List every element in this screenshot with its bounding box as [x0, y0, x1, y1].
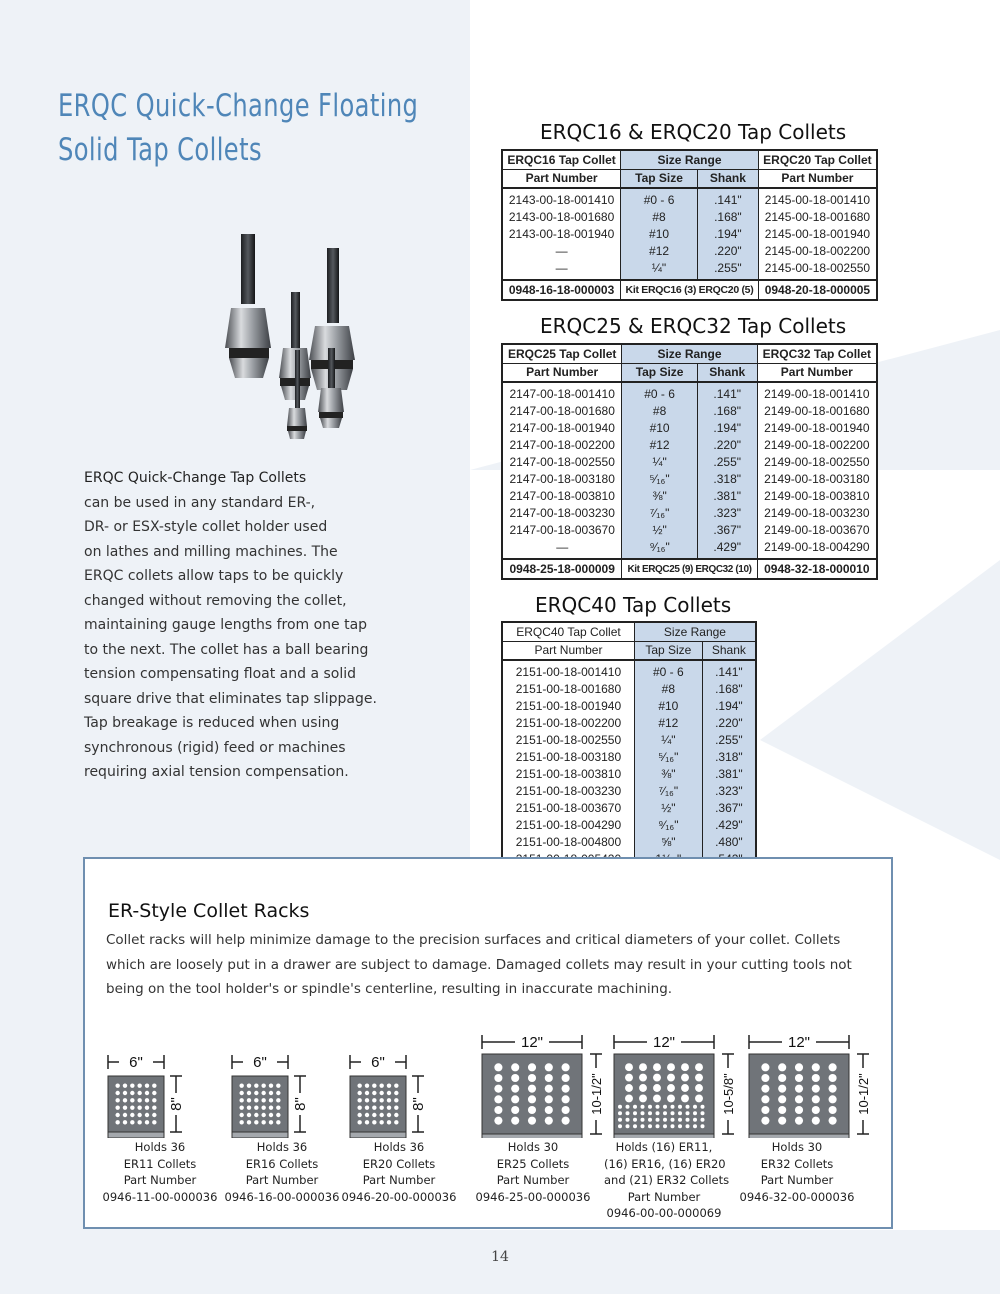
col-header: Part Number: [502, 641, 634, 660]
rack-caption-line: 0946-32-00-000036: [739, 1189, 855, 1204]
collet-rack: [480, 1030, 608, 1138]
rack-caption-line: and (21) ER32 Collets: [604, 1173, 730, 1187]
intro-line: on lathes and milling machines. The: [84, 543, 338, 560]
tap-size-cell: #0 - 6: [634, 660, 702, 681]
tap-size-cell: ¼": [634, 732, 702, 749]
kit-label: Kit ERQC25 (9) ERQC32 (10): [622, 559, 757, 579]
erqc16-20-table: [501, 149, 878, 301]
shank-cell: .429": [702, 817, 756, 834]
tap-size-cell: #12: [634, 715, 702, 732]
part-number-cell: 2145-00-18-001680: [758, 209, 877, 226]
tap-collets-photo: [225, 228, 395, 443]
rack-width-label: 12": [520, 1034, 544, 1051]
rack-width-label: 12": [652, 1034, 676, 1051]
intro-line: square drive that eliminates tap slippage.: [84, 690, 377, 707]
collet-rack: [747, 1030, 875, 1138]
kit-part-number: 0948-20-18-000005: [758, 280, 877, 300]
tap-size-cell: ⁵⁄₁₆": [634, 749, 702, 766]
table-row: [502, 403, 877, 420]
intro-line: tension compensating float and a solid: [84, 666, 357, 682]
rack-drawing: [106, 1050, 198, 1138]
rack-caption-line: ER20 Collets: [362, 1156, 436, 1171]
tap-size-cell: #0 - 6: [621, 188, 698, 209]
shank-cell: .194": [702, 698, 756, 715]
shank-cell: .367": [702, 800, 756, 817]
shank-cell: .318": [697, 471, 757, 488]
rack-caption-line: ER11 Collets: [123, 1156, 197, 1171]
intro-text: [84, 466, 384, 785]
part-number-cell: 2147-00-18-001680: [509, 404, 615, 418]
intro-line: requiring axial tension compensation.: [84, 764, 349, 780]
table-row: [502, 260, 877, 280]
col-header: ERQC25 Tap Collet: [502, 344, 622, 363]
part-number-cell: 2149-00-18-003670: [757, 522, 877, 539]
shank-cell: .367": [697, 522, 757, 539]
intro-line: ERQC collets allow taps to be quickly: [84, 568, 344, 584]
table-row: [502, 766, 756, 783]
col-header: Shank: [697, 363, 757, 382]
tap-size-cell: #10: [621, 226, 698, 243]
part-number-cell: 2151-00-18-004800: [515, 835, 622, 849]
part-number-cell: 2147-00-18-003180: [509, 472, 615, 486]
table-row: [502, 382, 877, 403]
tap-size-cell: ⁷⁄₁₆": [634, 783, 702, 800]
rack-caption-line: Holds 36: [256, 1140, 308, 1154]
col-header: Part Number: [758, 169, 877, 188]
col-header: ERQC32 Tap Collet: [757, 344, 877, 363]
table-heading: ERQC25 & ERQC32 Tap Collets: [540, 314, 847, 338]
shank-cell: .220": [697, 243, 758, 260]
table-row: [502, 437, 877, 454]
part-number-cell: 2151-00-18-003180: [515, 750, 622, 764]
rack-width-label: 6": [371, 1054, 385, 1071]
rack-caption-line: Part Number: [123, 1173, 197, 1187]
part-number-cell: 2149-00-18-002200: [757, 437, 877, 454]
rack-caption: [222, 1139, 342, 1205]
shank-cell: .141": [697, 188, 758, 209]
page-title: [58, 84, 419, 172]
tap-size-cell: ⅜": [622, 488, 697, 505]
part-number-cell: 2149-00-18-003180: [757, 471, 877, 488]
racks-title: ER-Style Collet Racks: [108, 900, 310, 922]
intro-line: maintaining gauge lengths from one tap: [84, 617, 368, 633]
rack-caption-line: Part Number: [496, 1173, 570, 1187]
part-number-cell: 2151-00-18-002550: [515, 733, 622, 747]
tap-size-cell: #8: [621, 209, 698, 226]
part-number-cell: 2145-00-18-002550: [758, 260, 877, 280]
table-heading: ERQC16 & ERQC20 Tap Collets: [540, 120, 847, 144]
rack-caption-line: 0946-11-00-000036: [102, 1189, 218, 1204]
part-number-cell: —: [556, 540, 569, 554]
part-number-cell: 2149-00-18-001680: [757, 403, 877, 420]
collet-rack: [612, 1030, 740, 1138]
rack-drawing: [230, 1050, 322, 1138]
part-number-cell: 2147-00-18-001940: [509, 421, 615, 435]
table-row: [502, 471, 877, 488]
tap-size-cell: #10: [622, 420, 697, 437]
rack-caption-line: 0946-25-00-000036: [475, 1189, 591, 1204]
part-number-cell: 2151-00-18-002200: [515, 716, 622, 730]
col-header: Size Range: [622, 344, 757, 363]
tap-size-cell: ⁹⁄₁₆": [622, 539, 697, 559]
rack-caption: [473, 1139, 593, 1205]
part-number-cell: 2149-00-18-004290: [757, 539, 877, 559]
part-number-cell: 2151-00-18-003670: [515, 801, 622, 815]
kit-part-number: 0948-16-18-000003: [502, 280, 621, 300]
table-row: [502, 188, 877, 209]
table-heading: ERQC40 Tap Collets: [535, 593, 732, 617]
rack-caption-line: Holds 36: [134, 1140, 186, 1154]
shank-cell: .168": [702, 681, 756, 698]
collet-rack: [348, 1050, 440, 1138]
tap-size-cell: ¼": [621, 260, 698, 280]
kit-part-number: 0948-25-18-000009: [502, 559, 622, 579]
rack-caption: [100, 1139, 220, 1205]
rack-caption-line: ER32 Collets: [760, 1156, 834, 1171]
tap-size-cell: ⅝": [634, 834, 702, 851]
tap-size-cell: ⁹⁄₁₆": [634, 817, 702, 834]
rack-height-label: 10-1/2": [856, 1073, 871, 1115]
tap-size-cell: ⁷⁄₁₆": [622, 505, 697, 522]
table-row: [502, 539, 877, 559]
table-row: [502, 243, 877, 260]
table-row: [502, 420, 877, 437]
tap-size-cell: #8: [622, 403, 697, 420]
part-number-cell: 2147-00-18-003670: [509, 523, 615, 537]
tap-size-cell: #0 - 6: [622, 382, 697, 403]
rack-height-label: 8": [292, 1097, 309, 1111]
rack-caption-line: ER25 Collets: [496, 1156, 570, 1171]
col-header: Shank: [702, 641, 756, 660]
shank-cell: .323": [702, 783, 756, 800]
shank-cell: .194": [697, 420, 757, 437]
tap-size-cell: #10: [634, 698, 702, 715]
part-number-cell: 2151-00-18-004290: [515, 818, 622, 832]
shank-cell: .480": [702, 834, 756, 851]
rack-caption-line: (16) ER16, (16) ER20: [604, 1156, 726, 1171]
rack-drawing: [612, 1030, 740, 1138]
rack-caption-line: ER16 Collets: [245, 1156, 319, 1171]
part-number-cell: 2149-00-18-001940: [757, 420, 877, 437]
rack-caption: [737, 1139, 857, 1205]
col-header: Tap Size: [634, 641, 702, 660]
part-number-cell: 2143-00-18-001410: [508, 193, 615, 207]
part-number-cell: 2147-00-18-003810: [509, 489, 615, 503]
table-row: [502, 209, 877, 226]
col-header: ERQC20 Tap Collet: [758, 150, 877, 169]
intro-line: to the next. The collet has a ball bearing: [84, 641, 369, 658]
col-header: Tap Size: [622, 363, 697, 382]
tap-size-cell: #12: [621, 243, 698, 260]
rack-caption-line: Holds 30: [507, 1140, 559, 1154]
rack-caption-line: Holds (16) ER11,: [615, 1140, 713, 1154]
part-number-cell: 2145-00-18-002200: [758, 243, 877, 260]
table-row: [502, 660, 756, 681]
table-row: [502, 505, 877, 522]
part-number-cell: 2151-00-18-003810: [515, 767, 622, 781]
shank-cell: .381": [702, 766, 756, 783]
shank-cell: .141": [702, 660, 756, 681]
shank-cell: .429": [697, 539, 757, 559]
erqc25-32-table: [501, 343, 878, 580]
page-number: 14: [491, 1249, 509, 1265]
part-number-cell: —: [555, 244, 568, 258]
rack-caption-line: Holds 30: [771, 1140, 823, 1154]
shank-cell: .141": [697, 382, 757, 403]
table-row: [502, 226, 877, 243]
rack-drawing: [480, 1030, 608, 1138]
col-header: Part Number: [502, 363, 622, 382]
table-row: [502, 817, 756, 834]
page-title-line: Solid Tap Collets: [58, 132, 262, 168]
collet-rack: [230, 1050, 322, 1138]
shank-cell: .255": [702, 732, 756, 749]
rack-height-label: 10-5/8": [721, 1073, 736, 1115]
table-row: [502, 681, 756, 698]
col-header: Tap Size: [621, 169, 698, 188]
part-number-cell: —: [555, 261, 568, 275]
rack-width-label: 6": [253, 1054, 267, 1071]
table-row: [502, 749, 756, 766]
rack-width-label: 6": [129, 1054, 143, 1071]
part-number-cell: 2147-00-18-003230: [509, 506, 615, 520]
part-number-cell: 2151-00-18-003230: [515, 784, 622, 798]
rack-height-label: 8": [168, 1097, 185, 1111]
table-row: [502, 715, 756, 732]
part-number-cell: 2143-00-18-001940: [508, 227, 615, 241]
table-row: [502, 488, 877, 505]
col-header: Part Number: [757, 363, 877, 382]
part-number-cell: 2143-00-18-001680: [508, 210, 615, 224]
intro-line: Tap breakage is reduced when using: [84, 715, 340, 731]
tap-size-cell: #12: [622, 437, 697, 454]
table-row: [502, 698, 756, 715]
shank-cell: .168": [697, 209, 758, 226]
collet-rack: [106, 1050, 198, 1138]
col-header: Size Range: [621, 150, 759, 169]
part-number-cell: 2147-00-18-002550: [509, 455, 615, 469]
rack-caption-line: Part Number: [627, 1189, 701, 1204]
intro-line: DR- or ESX-style collet holder used: [84, 519, 328, 535]
shank-cell: .220": [697, 437, 757, 454]
table-row: [502, 732, 756, 749]
tap-size-cell: ¼": [622, 454, 697, 471]
part-number-cell: 2151-00-18-001680: [515, 682, 622, 696]
shank-cell: .255": [697, 260, 758, 280]
tap-size-cell: ⅜": [634, 766, 702, 783]
col-header: Size Range: [634, 622, 756, 641]
intro-lead: ERQC Quick-Change Tap Collets: [84, 470, 307, 486]
tap-size-cell: ½": [622, 522, 697, 539]
rack-caption-line: 0946-20-00-000036: [341, 1189, 457, 1204]
col-header: Part Number: [502, 169, 621, 188]
background-shape: [760, 560, 1000, 860]
page-title-line: ERQC Quick-Change Floating: [58, 88, 419, 124]
racks-description: Collet racks will help minimize damage to the precision surfaces and critical diameters of your collet. Collets which are loosely put in a drawer are subject to damage. Damaged collets may result in your cutting tools not being on the tool holder's or spindle's centerline, resulting in inaccurate machining.: [106, 932, 852, 997]
rack-height-label: 8": [410, 1097, 427, 1111]
part-number-cell: 2147-00-18-001410: [509, 387, 615, 401]
erqc40-table: [501, 621, 757, 892]
table-row: [502, 522, 877, 539]
part-number-cell: 2149-00-18-003230: [757, 505, 877, 522]
intro-line: can be used in any standard ER-,: [84, 494, 316, 511]
rack-caption-line: Part Number: [760, 1173, 834, 1187]
rack-caption: [339, 1139, 459, 1205]
col-header: Shank: [697, 169, 758, 188]
tap-size-cell: #8: [634, 681, 702, 698]
kit-label: Kit ERQC16 (3) ERQC20 (5): [621, 280, 759, 300]
tap-size-cell: ½": [634, 800, 702, 817]
rack-width-label: 12": [787, 1034, 811, 1051]
rack-caption-line: Holds 36: [373, 1140, 425, 1154]
shank-cell: .168": [697, 403, 757, 420]
col-header: ERQC40 Tap Collet: [502, 622, 634, 641]
intro-line: changed without removing the collet,: [84, 592, 347, 609]
shank-cell: .220": [702, 715, 756, 732]
part-number-cell: 2145-00-18-001940: [758, 226, 877, 243]
part-number-cell: 2149-00-18-003810: [757, 488, 877, 505]
part-number-cell: 2149-00-18-002550: [757, 454, 877, 471]
shank-cell: .323": [697, 505, 757, 522]
rack-caption-line: Part Number: [245, 1173, 319, 1187]
rack-height-label: 10-1/2": [589, 1073, 604, 1115]
shank-cell: .381": [697, 488, 757, 505]
table-row: [502, 783, 756, 800]
rack-drawing: [747, 1030, 875, 1138]
shank-cell: .318": [702, 749, 756, 766]
col-header: ERQC16 Tap Collet: [502, 150, 621, 169]
rack-caption-line: Part Number: [362, 1173, 436, 1187]
part-number-cell: 2147-00-18-002200: [509, 438, 615, 452]
shank-cell: .194": [697, 226, 758, 243]
kit-part-number: 0948-32-18-000010: [757, 559, 877, 579]
rack-caption-line: 0946-16-00-000036: [224, 1189, 340, 1204]
part-number-cell: 2149-00-18-001410: [757, 382, 877, 403]
tap-size-cell: ⁵⁄₁₆": [622, 471, 697, 488]
table-row: [502, 800, 756, 817]
rack-caption: [604, 1139, 730, 1222]
rack-caption-line: 0946-00-00-000069: [606, 1206, 722, 1220]
part-number-cell: 2151-00-18-001410: [515, 665, 622, 679]
shank-cell: .255": [697, 454, 757, 471]
rack-drawing: [348, 1050, 440, 1138]
intro-line: synchronous (rigid) feed or machines: [84, 739, 346, 756]
part-number-cell: 2145-00-18-001410: [758, 188, 877, 209]
table-row: [502, 454, 877, 471]
part-number-cell: 2151-00-18-001940: [515, 699, 622, 713]
table-row: [502, 834, 756, 851]
